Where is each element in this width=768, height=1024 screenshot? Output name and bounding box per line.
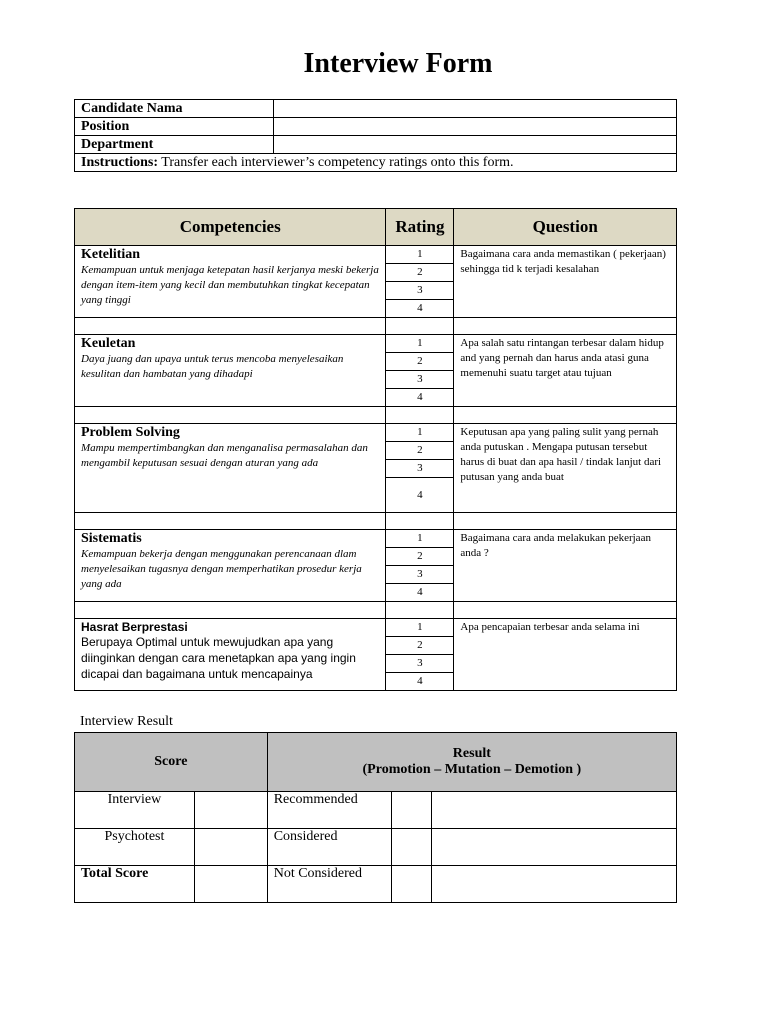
rating-option[interactable]: 1: [386, 424, 454, 442]
table-row: [75, 792, 677, 829]
result-label-considered: Considered: [267, 829, 391, 866]
result-checkbox[interactable]: [391, 829, 431, 866]
score-header: Score: [75, 733, 268, 792]
competency-description: Daya juang dan upaya untuk terus mencoba menyelesaikan kesulitan dan hambatan yang dihadapi: [81, 353, 344, 380]
result-header: [267, 733, 676, 792]
instructions-text: Transfer each interviewer’s competency ratings onto this form.: [158, 155, 514, 170]
result-checkbox[interactable]: [391, 866, 431, 903]
spacer-row: [75, 602, 677, 619]
candidate-info-table: [74, 99, 677, 172]
rating-header: Rating: [386, 209, 454, 246]
rating-option[interactable]: 4: [386, 300, 454, 318]
competency-question: Keputusan apa yang paling sulit yang pernah anda putuskan . Mengapa putusan tersebut harus di buat dan apa hasil / tindak lanjut dari putusan yang anda buat: [454, 424, 677, 513]
score-label-psychotest: Psychotest: [75, 829, 195, 866]
result-notes-field[interactable]: [431, 792, 676, 829]
spacer-row: [75, 318, 677, 335]
competency-question: Bagaimana cara anda melakukan pekerjaan anda ?: [454, 530, 677, 602]
score-value-field[interactable]: [194, 866, 267, 903]
table-row: [75, 866, 677, 903]
spacer-row: [75, 407, 677, 424]
competency-question: Bagaimana cara anda memastikan ( pekerjaan) sehingga tid k terjadi kesalahan: [454, 246, 677, 318]
rating-option[interactable]: 3: [386, 566, 454, 584]
competency-name: Hasrat Berprestasi: [81, 620, 188, 634]
department-label: Department: [75, 136, 274, 154]
competency-hasrat-berprestasi: [75, 619, 386, 691]
score-label-total: Total Score: [75, 866, 195, 903]
rating-option[interactable]: 2: [386, 264, 454, 282]
competency-description: Kemampuan bekerja dengan menggunakan perencanaan dlam menyelesaikan tugasnya dengan memperhatikan prosedur kerja yang ada: [81, 548, 362, 590]
rating-option[interactable]: 1: [386, 619, 454, 637]
result-notes-field[interactable]: [431, 866, 676, 903]
position-label: Position: [75, 118, 274, 136]
rating-option[interactable]: 1: [386, 246, 454, 264]
question-header: Question: [454, 209, 677, 246]
candidate-name-field[interactable]: [274, 100, 677, 118]
position-field[interactable]: [274, 118, 677, 136]
competency-problem-solving: [75, 424, 386, 513]
competency-description: Berupaya Optimal untuk mewujudkan apa yang diinginkan dengan cara menetapkan apa yang ingin dicapai dan bagaimana untuk mencapainya: [81, 635, 356, 681]
rating-option[interactable]: 2: [386, 637, 454, 655]
rating-option[interactable]: 3: [386, 371, 454, 389]
score-value-field[interactable]: [194, 792, 267, 829]
instructions-label: Instructions:: [81, 155, 159, 170]
rating-option[interactable]: 3: [386, 460, 454, 478]
result-checkbox[interactable]: [391, 792, 431, 829]
competency-description: Mampu mempertimbangkan dan menganalisa permasalahan dan mengambil keputusan sesuai dengan aturan yang ada: [81, 442, 368, 469]
rating-option[interactable]: 2: [386, 442, 454, 460]
rating-option[interactable]: 3: [386, 282, 454, 300]
competencies-table: [74, 208, 677, 691]
interview-result-label: Interview Result: [80, 714, 173, 729]
instructions-row: [75, 154, 677, 172]
rating-option[interactable]: 4: [386, 673, 454, 691]
rating-option[interactable]: 2: [386, 353, 454, 371]
rating-option[interactable]: 3: [386, 655, 454, 673]
competencies-header: Competencies: [75, 209, 386, 246]
rating-option[interactable]: 4: [386, 478, 454, 513]
page-title: Interview Form: [303, 48, 493, 79]
competency-name: Problem Solving: [81, 425, 180, 440]
competency-question: Apa salah satu rintangan terbesar dalam hidup and yang pernah dan harus anda atasi guna memenuhi suatu target atau tujuan: [454, 335, 677, 407]
rating-option[interactable]: 2: [386, 548, 454, 566]
score-label-interview: Interview: [75, 792, 195, 829]
department-field[interactable]: [274, 136, 677, 154]
competency-name: Sistematis: [81, 531, 142, 546]
rating-option[interactable]: 1: [386, 335, 454, 353]
result-header-options: (Promotion – Mutation – Demotion ): [362, 762, 582, 777]
competency-name: Keuletan: [81, 336, 136, 351]
result-header-title: Result: [452, 746, 491, 761]
table-row: [75, 829, 677, 866]
rating-option[interactable]: 1: [386, 530, 454, 548]
competency-sistematis: [75, 530, 386, 602]
result-label-not-considered: Not Considered: [267, 866, 391, 903]
interview-result-table: [74, 732, 677, 903]
rating-option[interactable]: 4: [386, 584, 454, 602]
competency-keuletan: [75, 335, 386, 407]
competency-ketelitian: [75, 246, 386, 318]
spacer-row: [75, 513, 677, 530]
score-value-field[interactable]: [194, 829, 267, 866]
candidate-name-label: Candidate Nama: [75, 100, 274, 118]
competency-name: Ketelitian: [81, 247, 141, 262]
result-notes-field[interactable]: [431, 829, 676, 866]
rating-option[interactable]: 4: [386, 389, 454, 407]
competency-question: Apa pencapaian terbesar anda selama ini: [454, 619, 677, 691]
result-label-recommended: Recommended: [267, 792, 391, 829]
competency-description: Kemampuan untuk menjaga ketepatan hasil kerjanya meski bekerja dengan item-item yang kecil dan membutuhkan tingkat kecepatan yang tinggi: [81, 264, 379, 306]
